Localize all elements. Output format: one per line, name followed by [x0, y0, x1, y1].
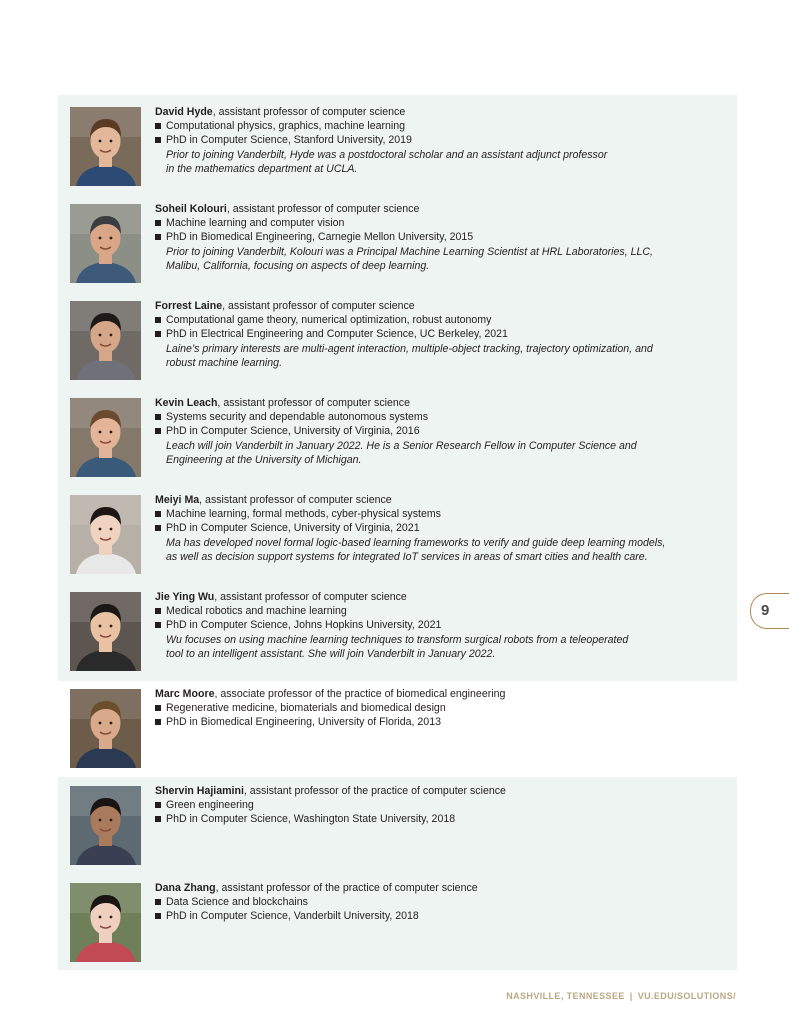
faculty-title: assistant professor of the practice of computer science — [221, 882, 478, 894]
faculty-entry-kevin-leach — [58, 398, 737, 482]
faculty-entry-jie-ying-wu — [58, 592, 737, 676]
degree-info: PhD in Computer Science, Stanford University, 2019 — [155, 133, 735, 147]
faculty-name: Forrest Laine — [155, 300, 223, 312]
bio-note-line: Prior to joining Vanderbilt, Hyde was a postdoctoral scholar and an assistant adjunct professor — [166, 148, 608, 161]
faculty-entry-meiyi-ma — [58, 495, 737, 579]
headshot-photo-jie-ying-wu — [70, 592, 141, 671]
faculty-details — [155, 299, 735, 370]
headshot-photo-dana-zhang — [70, 883, 141, 962]
bio-note-line: as well as decision support systems for integrated IoT services in areas of smart cities and health care. — [166, 550, 648, 563]
faculty-title: assistant professor of computer science — [220, 591, 407, 603]
faculty-title: associate professor of the practice of biomedical engineering — [220, 688, 506, 700]
research-area: Machine learning, formal methods, cyber-physical systems — [155, 507, 735, 521]
research-area: Data Science and blockchains — [155, 895, 735, 909]
name-separator: , — [217, 397, 224, 409]
bio-note-line: Engineering at the University of Michigan. — [166, 453, 362, 466]
headshot-photo-kevin-leach — [70, 398, 141, 477]
bio-note-line: Leach will join Vanderbilt in January 2022. He is a Senior Research Fellow in Computer Science and — [166, 439, 637, 452]
degree-info: PhD in Computer Science, University of Virginia, 2021 — [155, 521, 735, 535]
name-title-line — [155, 687, 735, 701]
faculty-name: Shervin Hajiamini — [155, 785, 244, 797]
faculty-title: assistant professor of computer science — [232, 203, 420, 215]
faculty-name: Kevin Leach — [155, 397, 218, 409]
degree-info: PhD in Computer Science, University of Virginia, 2016 — [155, 424, 735, 438]
faculty-details — [155, 105, 735, 176]
bio-note-line: Malibu, California, focusing on aspects of deep learning. — [166, 259, 430, 272]
bio-note-line: in the mathematics department at UCLA. — [166, 162, 358, 175]
footer — [506, 991, 736, 1001]
faculty-name: Meiyi Ma — [155, 494, 200, 506]
name-title-line — [155, 784, 735, 798]
faculty-name: Marc Moore — [155, 688, 215, 700]
faculty-title: assistant professor of computer science — [205, 494, 392, 506]
name-title-line — [155, 202, 735, 216]
faculty-entry-dana-zhang — [58, 883, 737, 967]
name-title-line — [155, 105, 735, 119]
name-separator: , — [226, 203, 233, 215]
name-separator: , — [199, 494, 206, 506]
footer-location: NASHVILLE, TENNESSEE — [506, 991, 625, 1001]
name-separator: , — [212, 106, 219, 118]
faculty-details — [155, 881, 735, 924]
faculty-details — [155, 590, 735, 661]
degree-info: PhD in Computer Science, Washington State University, 2018 — [155, 812, 735, 826]
faculty-title: assistant professor of computer science — [218, 106, 406, 118]
bio-note-line: Laine’s primary interests are multi-agent interaction, multiple-object tracking, trajectory optimization, and — [166, 342, 653, 355]
name-separator: , — [214, 591, 221, 603]
page-number: 9 — [761, 602, 770, 619]
name-title-line — [155, 590, 735, 604]
research-area: Systems security and dependable autonomous systems — [155, 410, 735, 424]
faculty-entry-shervin-hajiamini — [58, 786, 737, 870]
degree-info: PhD in Biomedical Engineering, University of Florida, 2013 — [155, 715, 735, 729]
faculty-title: assistant professor of computer science — [223, 397, 410, 409]
bio-note-line: Prior to joining Vanderbilt, Kolouri was a Principal Machine Learning Scientist at HRL Laboratories, LLC, — [166, 245, 653, 258]
name-title-line — [155, 493, 735, 507]
bio-note-line: tool to an intelligent assistant. She will join Vanderbilt in January 2022. — [166, 647, 496, 660]
faculty-name: Soheil Kolouri — [155, 203, 227, 215]
headshot-photo-forrest-laine — [70, 301, 141, 380]
headshot-photo-shervin-hajiamini — [70, 786, 141, 865]
faculty-entry-marc-moore — [58, 689, 737, 773]
bio-note-line: Ma has developed novel formal logic-based learning frameworks to verify and guide deep learning models, — [166, 536, 666, 549]
faculty-title: assistant professor of the practice of computer science — [249, 785, 506, 797]
bio-note-line: robust machine learning. — [166, 356, 283, 369]
faculty-entry-david-hyde — [58, 107, 737, 191]
research-area: Regenerative medicine, biomaterials and biomedical design — [155, 701, 735, 715]
headshot-photo-soheil-kolouri — [70, 204, 141, 283]
headshot-photo-meiyi-ma — [70, 495, 141, 574]
faculty-details — [155, 784, 735, 827]
faculty-name: David Hyde — [155, 106, 213, 118]
faculty-name: Dana Zhang — [155, 882, 216, 894]
faculty-details — [155, 687, 735, 730]
name-title-line — [155, 396, 735, 410]
faculty-title: assistant professor of computer science — [228, 300, 415, 312]
name-separator: , — [214, 688, 221, 700]
research-area: Computational game theory, numerical optimization, robust autonomy — [155, 313, 735, 327]
faculty-entry-forrest-laine — [58, 301, 737, 385]
headshot-photo-marc-moore — [70, 689, 141, 768]
name-separator: , — [243, 785, 250, 797]
research-area: Machine learning and computer vision — [155, 216, 735, 230]
name-title-line — [155, 881, 735, 895]
research-area: Computational physics, graphics, machine learning — [155, 119, 735, 133]
page-number-tab — [750, 593, 789, 629]
faculty-details — [155, 396, 735, 467]
faculty-details — [155, 493, 735, 564]
name-separator: , — [222, 300, 229, 312]
degree-info: PhD in Computer Science, Vanderbilt University, 2018 — [155, 909, 735, 923]
bio-note-line: Wu focuses on using machine learning techniques to transform surgical robots from a teleoperated — [166, 633, 629, 646]
faculty-details — [155, 202, 735, 273]
degree-info: PhD in Biomedical Engineering, Carnegie Mellon University, 2015 — [155, 230, 735, 244]
footer-separator: | — [629, 991, 633, 1001]
degree-info: PhD in Computer Science, Johns Hopkins University, 2021 — [155, 618, 735, 632]
degree-info: PhD in Electrical Engineering and Computer Science, UC Berkeley, 2021 — [155, 327, 735, 341]
headshot-photo-david-hyde — [70, 107, 141, 186]
footer-url: VU.EDU/SOLUTIONS/ — [637, 991, 736, 1001]
research-area: Medical robotics and machine learning — [155, 604, 735, 618]
faculty-entry-soheil-kolouri — [58, 204, 737, 288]
name-separator: , — [215, 882, 222, 894]
research-area: Green engineering — [155, 798, 735, 812]
name-title-line — [155, 299, 735, 313]
faculty-name: Jie Ying Wu — [155, 591, 215, 603]
